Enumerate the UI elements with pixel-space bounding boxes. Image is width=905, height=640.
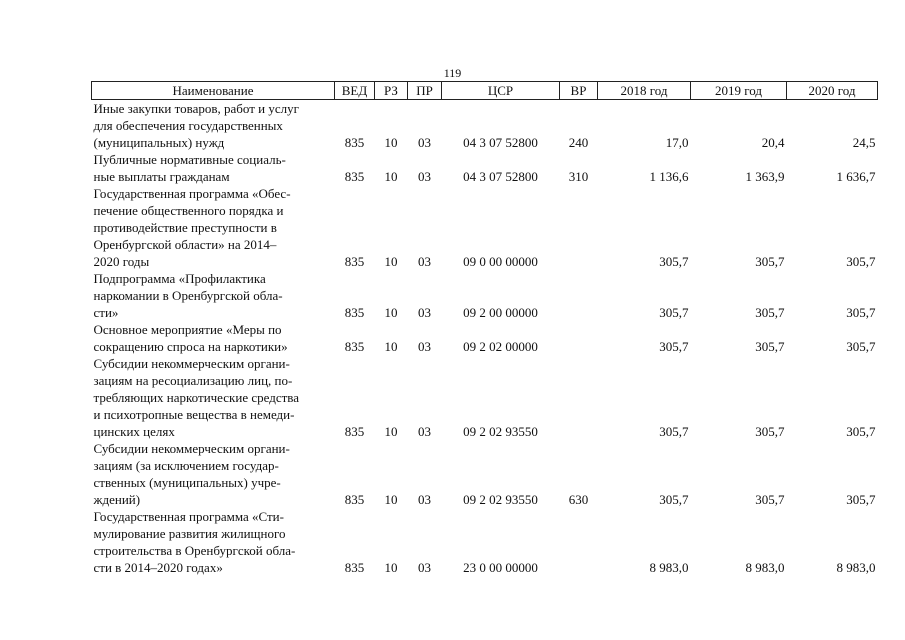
name-line: Публичные нормативные социаль- xyxy=(93,152,286,167)
name-line: требляющих наркотические средства xyxy=(93,390,300,405)
table-header-row xyxy=(92,82,878,100)
cell-name xyxy=(92,270,335,321)
name-line: сти» xyxy=(93,305,119,320)
header-csr: ЦСР xyxy=(442,82,560,100)
cell-csr: 09 2 02 93550 xyxy=(463,492,538,507)
cell-ved: 835 xyxy=(344,135,365,150)
cell-pr: 03 xyxy=(418,560,431,575)
table-row xyxy=(92,355,878,440)
header-2018: 2018 год xyxy=(598,82,691,100)
cell-2019: 305,7 xyxy=(755,305,785,320)
name-line: Государственная программа «Сти- xyxy=(93,509,284,524)
cell-2020: 305,7 xyxy=(846,254,876,269)
cell-2019: 305,7 xyxy=(755,492,785,507)
name-line: Оренбургской области» на 2014– xyxy=(93,237,277,252)
cell-2018: 1 136,6 xyxy=(649,169,689,184)
cell-ved: 835 xyxy=(344,254,365,269)
cell-rz: 10 xyxy=(384,560,398,575)
cell-2020: 1 636,7 xyxy=(836,169,876,184)
cell-rz: 10 xyxy=(384,254,398,269)
name-line: печение общественного порядка и xyxy=(93,203,284,218)
name-line: (муниципальных) нужд xyxy=(93,135,225,150)
cell-csr: 23 0 00 00000 xyxy=(463,560,538,575)
cell-2019: 305,7 xyxy=(755,339,785,354)
cell-2019: 20,4 xyxy=(761,135,785,150)
cell-vr: 240 xyxy=(568,135,589,150)
name-line: мулирование развития жилищного xyxy=(93,526,286,541)
cell-2020: 8 983,0 xyxy=(836,560,876,575)
cell-pr: 03 xyxy=(418,305,431,320)
page-number: 119 xyxy=(443,66,462,80)
name-line: для обеспечения государственных xyxy=(93,118,283,133)
name-line: противодействие преступности в xyxy=(93,220,277,235)
cell-2020: 305,7 xyxy=(846,339,876,354)
cell-rz: 10 xyxy=(384,305,398,320)
cell-rz: 10 xyxy=(384,339,398,354)
name-line: Иные закупки товаров, работ и услуг xyxy=(93,101,299,116)
header-name: Наименование xyxy=(92,82,335,100)
cell-pr: 03 xyxy=(418,135,431,150)
name-line: Подпрограмма «Профилактика xyxy=(93,271,266,286)
budget-table xyxy=(91,81,878,576)
header-pr: ПР xyxy=(408,82,442,100)
cell-2019: 305,7 xyxy=(755,424,785,439)
cell-2018: 305,7 xyxy=(659,492,689,507)
table-row xyxy=(92,321,878,355)
cell-ved: 835 xyxy=(344,424,365,439)
cell-pr: 03 xyxy=(418,254,431,269)
name-line: зациям (за исключением государ- xyxy=(93,458,279,473)
table-row xyxy=(92,270,878,321)
name-line: сти в 2014–2020 годах» xyxy=(93,560,223,575)
cell-name xyxy=(92,100,335,152)
cell-vr: 310 xyxy=(568,169,589,184)
cell-vr xyxy=(560,321,598,355)
cell-2018: 305,7 xyxy=(659,424,689,439)
cell-csr: 04 3 07 52800 xyxy=(463,135,538,150)
cell-name xyxy=(92,151,335,185)
header-2019: 2019 год xyxy=(691,82,787,100)
cell-2020: 24,5 xyxy=(852,135,876,150)
name-line: зациям на ресоциализацию лиц, по- xyxy=(93,373,293,388)
cell-vr xyxy=(560,355,598,440)
cell-2020: 305,7 xyxy=(846,305,876,320)
name-line: 2020 годы xyxy=(93,254,150,269)
cell-ved: 835 xyxy=(344,560,365,575)
cell-name xyxy=(92,321,335,355)
cell-2019: 1 363,9 xyxy=(745,169,785,184)
cell-csr: 04 3 07 52800 xyxy=(463,169,538,184)
cell-name xyxy=(92,185,335,270)
cell-pr: 03 xyxy=(418,169,431,184)
header-rz: РЗ xyxy=(375,82,408,100)
cell-ved: 835 xyxy=(344,169,365,184)
table-row xyxy=(92,440,878,508)
cell-csr: 09 2 02 00000 xyxy=(463,339,538,354)
name-line: ственных (муниципальных) учре- xyxy=(93,475,281,490)
cell-2019: 8 983,0 xyxy=(745,560,785,575)
cell-2018: 305,7 xyxy=(659,339,689,354)
cell-pr: 03 xyxy=(418,339,431,354)
cell-2018: 305,7 xyxy=(659,254,689,269)
cell-pr: 03 xyxy=(418,492,431,507)
name-line: Основное мероприятие «Меры по xyxy=(93,322,282,337)
table-row xyxy=(92,185,878,270)
cell-pr: 03 xyxy=(418,424,431,439)
name-line: Государственная программа «Обес- xyxy=(93,186,291,201)
name-line: строительства в Оренбургской обла- xyxy=(93,543,296,558)
table-row xyxy=(92,100,878,152)
cell-2018: 8 983,0 xyxy=(649,560,689,575)
name-line: Субсидии некоммерческим органи- xyxy=(93,441,290,456)
cell-2018: 17,0 xyxy=(665,135,689,150)
cell-vr: 630 xyxy=(568,492,589,507)
cell-ved: 835 xyxy=(344,305,365,320)
cell-2019: 305,7 xyxy=(755,254,785,269)
name-line: сокращению спроса на наркотики» xyxy=(93,339,288,354)
cell-name xyxy=(92,508,335,576)
cell-2018: 305,7 xyxy=(659,305,689,320)
name-line: ждений) xyxy=(93,492,141,507)
cell-vr xyxy=(560,270,598,321)
table-row xyxy=(92,151,878,185)
cell-name xyxy=(92,440,335,508)
header-ved: ВЕД xyxy=(335,82,375,100)
cell-2020: 305,7 xyxy=(846,492,876,507)
cell-rz: 10 xyxy=(384,492,398,507)
name-line: наркомании в Оренбургской обла- xyxy=(93,288,283,303)
cell-rz: 10 xyxy=(384,169,398,184)
name-line: цинских целях xyxy=(93,424,175,439)
cell-csr: 09 2 00 00000 xyxy=(463,305,538,320)
cell-ved: 835 xyxy=(344,492,365,507)
cell-vr xyxy=(560,508,598,576)
cell-rz: 10 xyxy=(384,424,398,439)
header-2020: 2020 год xyxy=(787,82,878,100)
header-vr: ВР xyxy=(560,82,598,100)
name-line: ные выплаты гражданам xyxy=(93,169,230,184)
cell-csr: 09 2 02 93550 xyxy=(463,424,538,439)
cell-csr: 09 0 00 00000 xyxy=(463,254,538,269)
name-line: Субсидии некоммерческим органи- xyxy=(93,356,290,371)
cell-ved: 835 xyxy=(344,339,365,354)
table-row xyxy=(92,508,878,576)
name-line: и психотропные вещества в немеди- xyxy=(93,407,295,422)
cell-vr xyxy=(560,185,598,270)
cell-rz: 10 xyxy=(384,135,398,150)
cell-2020: 305,7 xyxy=(846,424,876,439)
cell-name xyxy=(92,355,335,440)
